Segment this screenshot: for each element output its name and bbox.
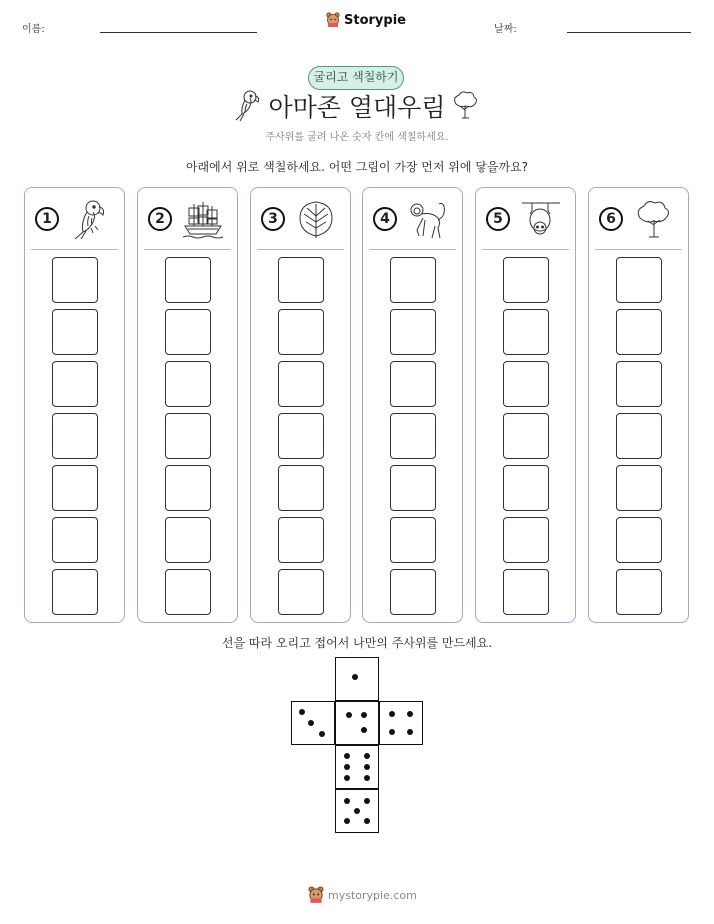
column-divider <box>595 249 682 250</box>
color-cell[interactable] <box>165 517 211 563</box>
dice-face-center <box>335 701 379 745</box>
color-cell[interactable] <box>165 413 211 459</box>
color-cell[interactable] <box>278 257 324 303</box>
pip <box>344 798 350 804</box>
pip <box>346 712 352 718</box>
color-cell[interactable] <box>616 309 662 355</box>
column-divider <box>144 249 231 250</box>
color-cell[interactable] <box>503 361 549 407</box>
pip <box>361 712 367 718</box>
color-cell[interactable] <box>390 569 436 615</box>
date-label: 날짜: <box>494 24 517 35</box>
pip <box>364 775 370 781</box>
column-number: 1 <box>35 207 59 231</box>
color-cell[interactable] <box>616 361 662 407</box>
color-cell[interactable] <box>503 257 549 303</box>
pip <box>389 711 395 717</box>
column-number: 6 <box>599 207 623 231</box>
column-divider <box>31 249 118 250</box>
color-cell[interactable] <box>616 465 662 511</box>
color-cell[interactable] <box>616 517 662 563</box>
dice-face-2 <box>291 701 335 745</box>
sloth-icon <box>520 198 562 240</box>
bear-logo-icon <box>308 886 324 904</box>
instruction-text: 아래에서 위로 색칠하세요. 어떤 그림이 가장 먼저 위에 닿을까요? <box>185 160 529 174</box>
color-cell[interactable] <box>503 465 549 511</box>
pip <box>344 764 350 770</box>
pip <box>344 753 350 759</box>
dice-face-1 <box>335 657 379 701</box>
color-cell[interactable] <box>278 361 324 407</box>
color-cell[interactable] <box>278 569 324 615</box>
color-cell[interactable] <box>165 361 211 407</box>
name-label: 이름: <box>22 24 45 35</box>
leaf-icon <box>295 198 337 240</box>
color-cell[interactable] <box>165 257 211 303</box>
pip <box>407 729 413 735</box>
pip <box>344 775 350 781</box>
color-cell[interactable] <box>390 309 436 355</box>
footer-url[interactable]: mystorypie.com <box>328 888 417 902</box>
color-cell[interactable] <box>390 517 436 563</box>
date-line[interactable] <box>567 32 691 33</box>
pip <box>364 798 370 804</box>
cutout-instruction: 선을 따라 오리고 접어서 나만의 주사위를 만드세요. <box>221 636 493 650</box>
color-cell[interactable] <box>503 517 549 563</box>
pip <box>299 709 305 715</box>
color-cell[interactable] <box>165 569 211 615</box>
pip <box>344 818 350 824</box>
pip <box>364 818 370 824</box>
color-cell[interactable] <box>165 465 211 511</box>
pip <box>308 720 314 726</box>
page-title: 아마존 열대우림 <box>268 93 446 122</box>
color-cell[interactable] <box>278 309 324 355</box>
color-cell[interactable] <box>52 413 98 459</box>
parrot-icon <box>69 198 111 240</box>
dice-face-4 <box>379 701 423 745</box>
column-3 <box>250 187 351 623</box>
color-cell[interactable] <box>52 309 98 355</box>
tree-icon <box>633 198 675 240</box>
column-number: 4 <box>373 207 397 231</box>
pip <box>407 711 413 717</box>
activity-badge: 굴리고 색칠하기 <box>308 66 404 90</box>
color-cell[interactable] <box>165 309 211 355</box>
color-cell[interactable] <box>390 465 436 511</box>
color-cell[interactable] <box>52 465 98 511</box>
pip <box>354 808 360 814</box>
pip <box>319 731 325 737</box>
color-cell[interactable] <box>278 517 324 563</box>
color-cell[interactable] <box>52 517 98 563</box>
color-cell[interactable] <box>52 257 98 303</box>
column-6 <box>588 187 689 623</box>
pip <box>364 764 370 770</box>
name-line[interactable] <box>100 32 257 33</box>
color-cell[interactable] <box>278 413 324 459</box>
color-cell[interactable] <box>390 257 436 303</box>
dice-face-5 <box>335 789 379 833</box>
color-cell[interactable] <box>52 361 98 407</box>
column-2 <box>137 187 238 623</box>
column-divider <box>482 249 569 250</box>
color-cell[interactable] <box>616 569 662 615</box>
brand-logo: Storypie <box>326 12 406 28</box>
page-subtitle: 주사위를 굴려 나온 숫자 칸에 색칠하세요. <box>265 132 449 143</box>
pip <box>364 753 370 759</box>
column-divider <box>369 249 456 250</box>
tree-icon <box>450 90 480 120</box>
color-cell[interactable] <box>390 413 436 459</box>
color-cell[interactable] <box>503 309 549 355</box>
footer <box>308 886 417 904</box>
pip <box>361 727 367 733</box>
color-cell[interactable] <box>503 413 549 459</box>
color-cell[interactable] <box>503 569 549 615</box>
bear-logo-icon <box>326 12 340 28</box>
column-number: 3 <box>261 207 285 231</box>
color-cell[interactable] <box>390 361 436 407</box>
pip <box>389 729 395 735</box>
ship-icon <box>182 198 224 240</box>
monkey-icon <box>407 198 449 240</box>
column-number: 2 <box>148 207 172 231</box>
column-4 <box>362 187 463 623</box>
color-cell[interactable] <box>278 465 324 511</box>
column-5 <box>475 187 576 623</box>
column-divider <box>257 249 344 250</box>
pip <box>352 674 358 680</box>
dice-face-6 <box>335 745 379 789</box>
color-cell[interactable] <box>616 413 662 459</box>
column-number: 5 <box>486 207 510 231</box>
color-cell[interactable] <box>616 257 662 303</box>
color-cell[interactable] <box>52 569 98 615</box>
column-1 <box>24 187 125 623</box>
